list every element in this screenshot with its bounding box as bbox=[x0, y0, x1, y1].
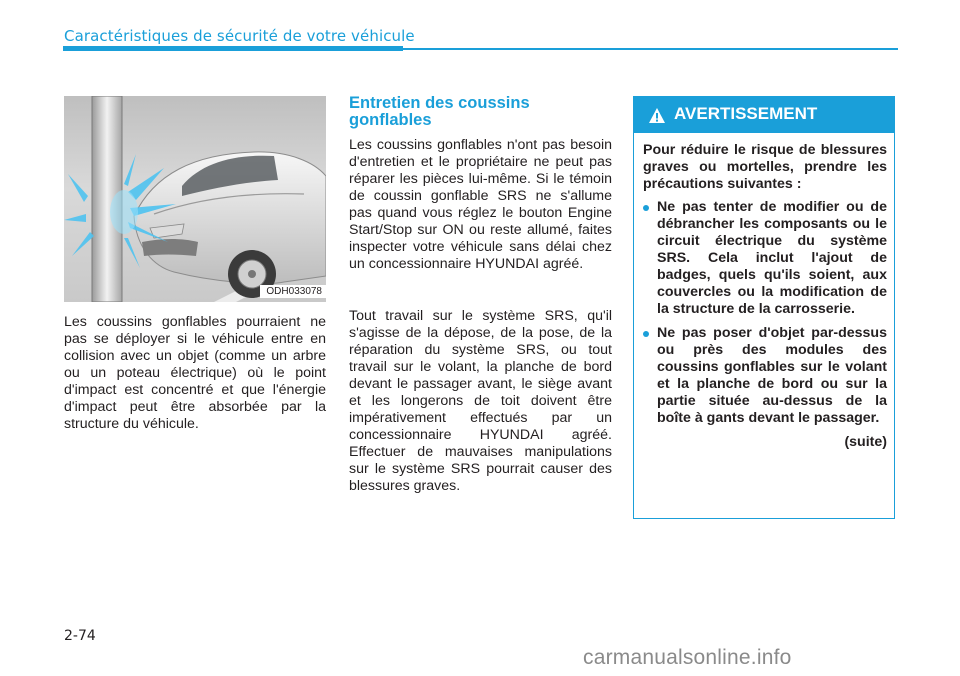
warning-body bbox=[634, 142, 896, 451]
figure-code: ODH033078 bbox=[260, 285, 326, 298]
warning-header bbox=[634, 97, 894, 133]
car-pole-drawing bbox=[64, 96, 326, 302]
page-number: 2-74 bbox=[64, 628, 96, 644]
warning-intro: Pour réduire le risque de blessures graves ou mortelles, prendre les précautions suivantes : bbox=[643, 142, 887, 192]
warning-item-text: Ne pas tenter de modifier ou de débrancher les composants ou le circuit électrique du système SRS. Cela inclut l'ajout de badges, quels qu'ils soient, aux couvercles ou la modification de la structure de la carrosserie. bbox=[657, 199, 887, 317]
continued-note: (suite) bbox=[844, 434, 887, 450]
warning-box bbox=[633, 96, 895, 519]
section-header-title: Caractéristiques de sécurité de votre véhicule bbox=[64, 27, 415, 45]
srs-work-paragraph: Tout travail sur le système SRS, qu'il s'agisse de la dépose, de la pose, de la réparation du système SRS, ou tout travail sur le volant, la planche de bord devant le passager avant, le siège avant et les longerons de toit doivent être impérativement effectués par un concessionnaire HYUNDAI agréé. Effectuer de mauvaises manipulations sur le système SRS pourrait causer des blessures graves. bbox=[349, 308, 612, 494]
maintenance-paragraph: Les coussins gonflables n'ont pas besoin d'entretien et le propriétaire ne peut pas réparer les pièces lui-même. Si le témoin de coussin gonflable SRS ne s'allume pas quand vous réglez le bouton Engine Start/Stop sur ON ou reste allumé, faites inspecter votre véhicule sans délai chez un concessionnaire HYUNDAI agréé. bbox=[349, 137, 612, 272]
warning-item bbox=[643, 325, 887, 427]
header-rule-thick bbox=[63, 46, 403, 51]
car-pole-illustration bbox=[64, 96, 326, 302]
section-heading: Entretien des coussins gonflables bbox=[349, 94, 530, 129]
bullet-icon bbox=[643, 331, 649, 337]
warning-label: AVERTISSEMENT bbox=[674, 104, 818, 123]
watermark-text: carmanualsonline.info bbox=[583, 646, 792, 669]
warning-triangle-icon bbox=[648, 107, 666, 124]
airbag-nondeploy-paragraph: Les coussins gonflables pourraient ne pas se déployer si le véhicule entre en collision avec un objet (comme un arbre ou un poteau électrique) où le point d'impact est concentré et que l'énergie d'impact peut être absorbée par la structure du véhicule. bbox=[64, 314, 326, 432]
warning-list bbox=[643, 199, 887, 427]
warning-item bbox=[643, 199, 887, 318]
warning-item-text: Ne pas poser d'objet par-dessus ou près des modules des coussins gonflables sur le volant et la planche de bord ou sur la partie située au-dessus de la boîte à gants devant le passager. bbox=[657, 325, 887, 426]
header-rule-thin bbox=[403, 48, 898, 50]
bullet-icon bbox=[643, 205, 649, 211]
